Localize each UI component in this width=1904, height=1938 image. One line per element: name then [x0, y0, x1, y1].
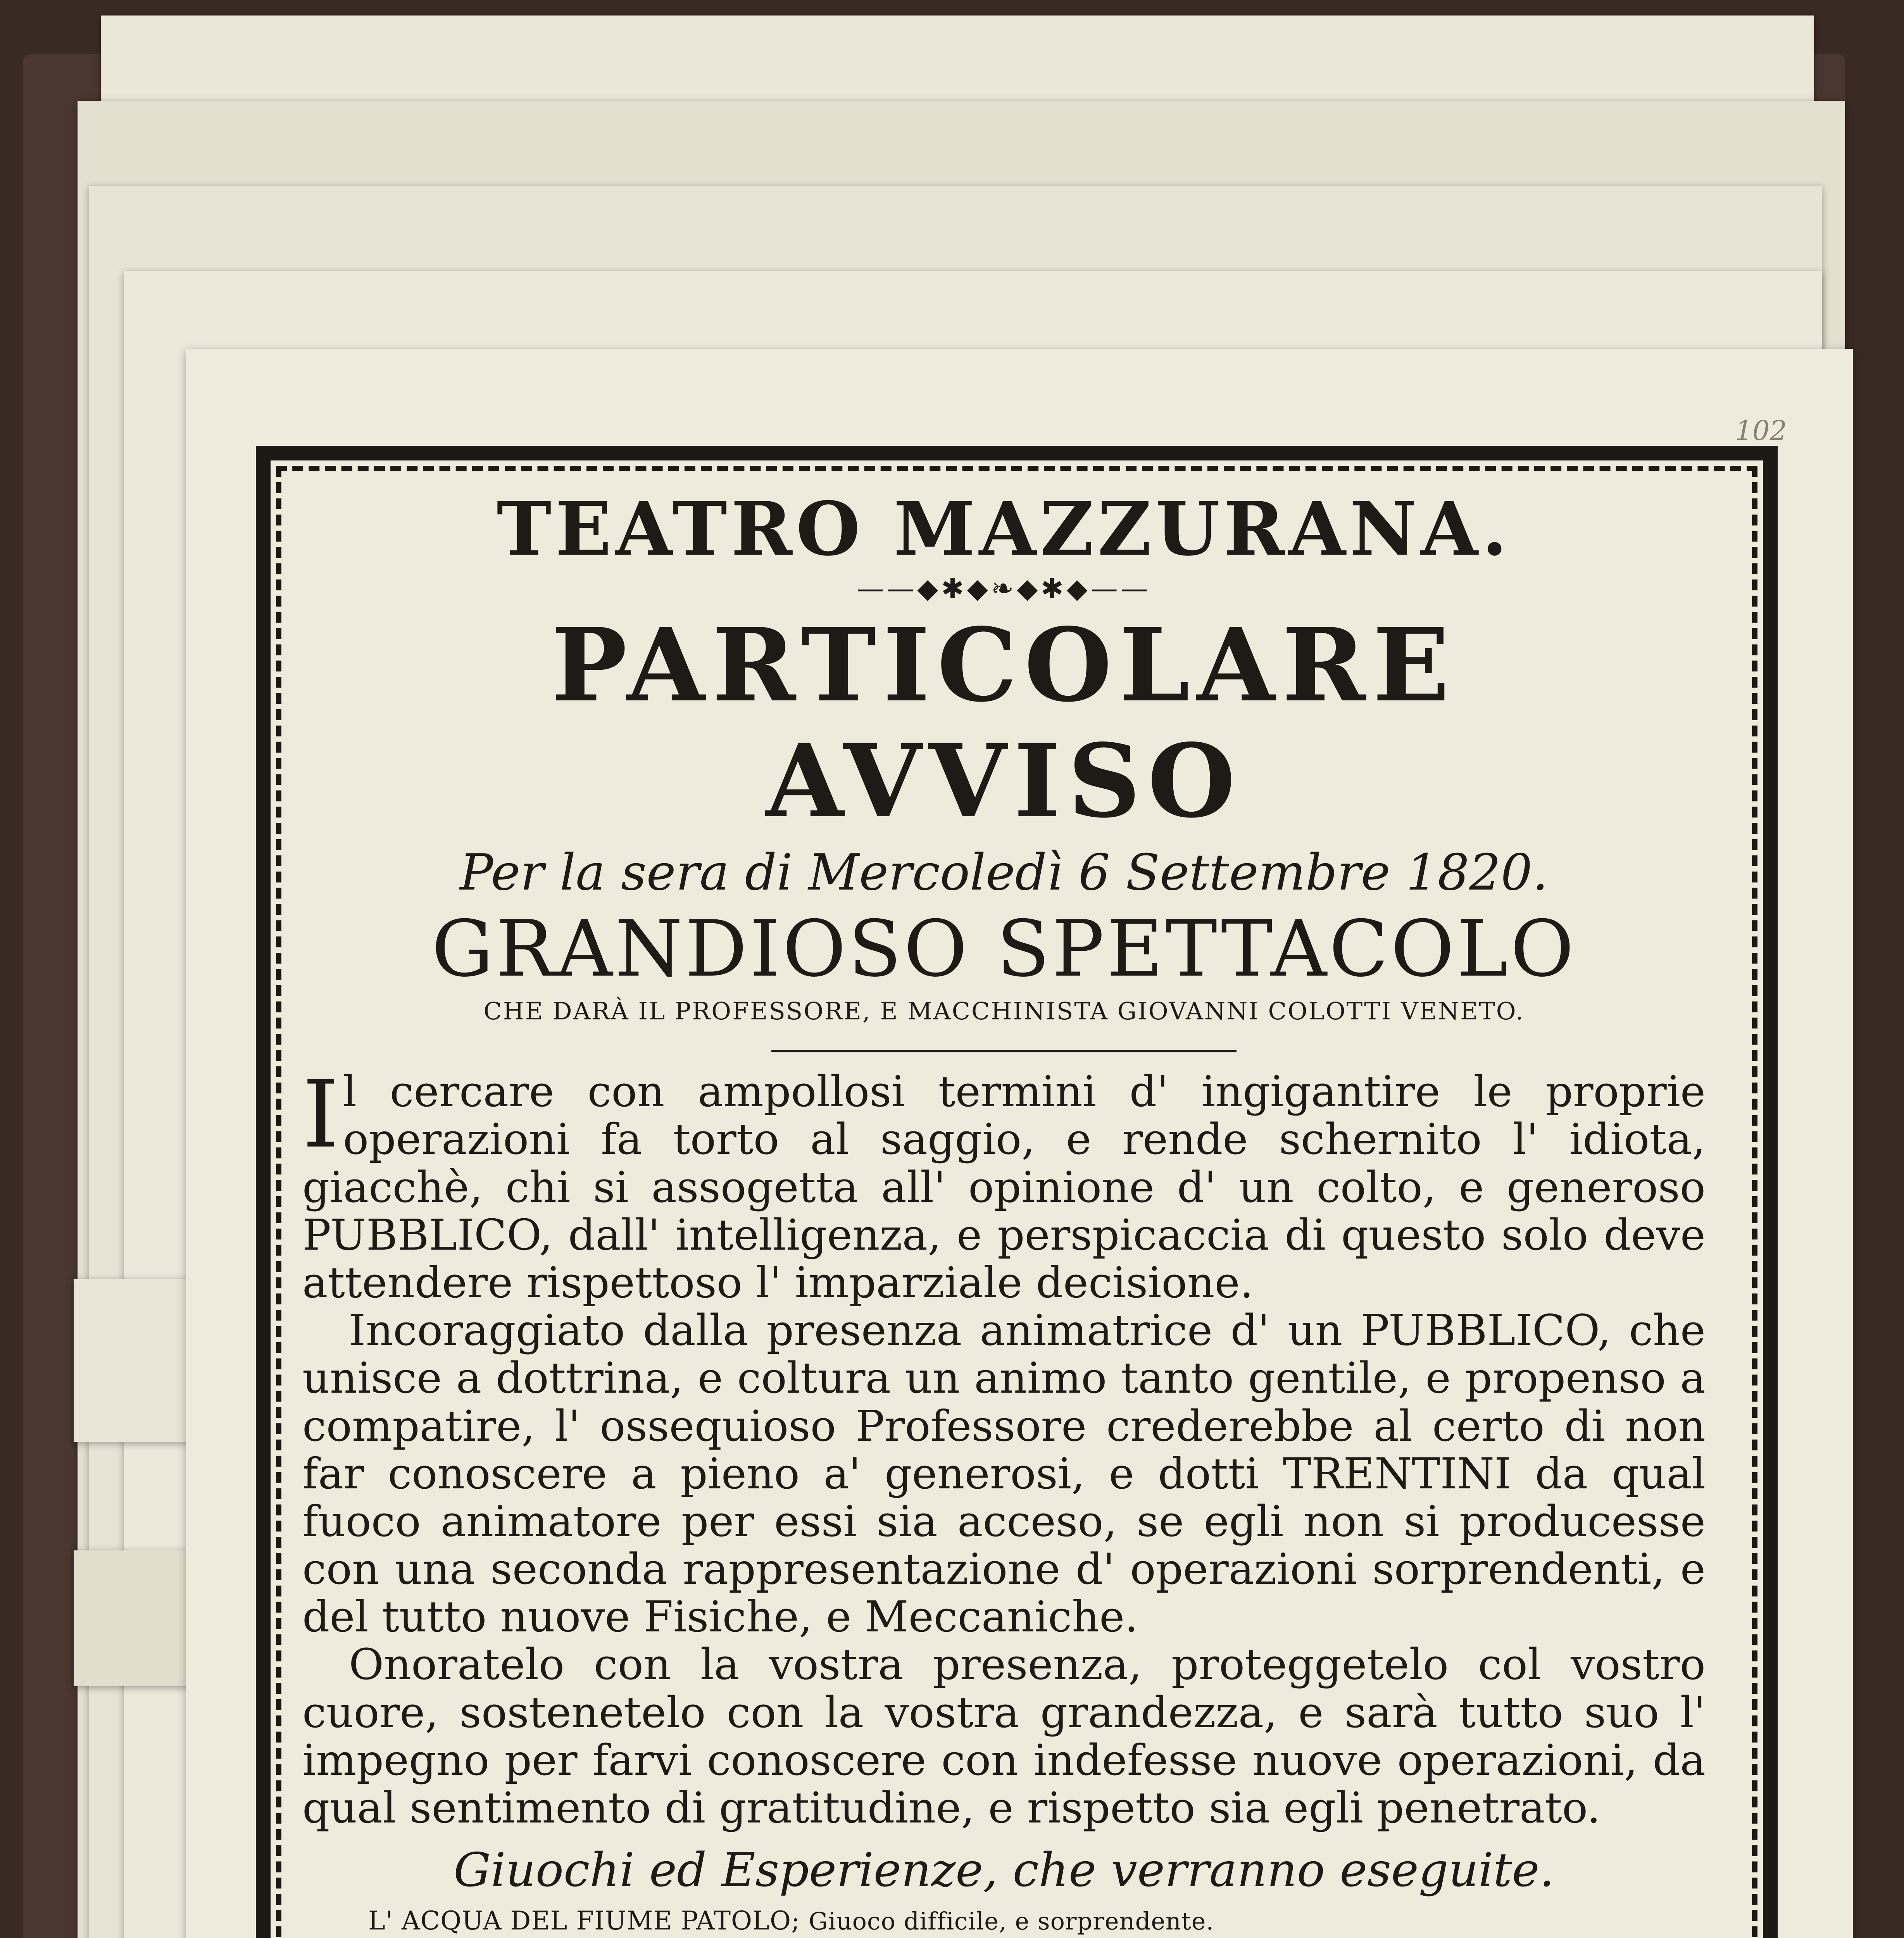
paragraph-1 — [302, 1060, 1706, 1307]
list-item — [368, 1905, 1706, 1937]
professor-line: CHE DARÀ IL PROFESSORE, E MACCHINISTA GIOVANNI COLOTTI VENETO. — [483, 997, 1525, 1025]
body-text — [302, 1060, 1706, 1833]
game-note: Giuoco difficile, e sorprendente. — [809, 1907, 1214, 1936]
paragraph-2: Incoraggiato dalla presenza animatrice d' un PUBBLICO, che unisce a dottrina, e coltura un animo tanto gentile, e propenso a compatire, l' ossequioso Professore crederebbe al certo di non far conoscere a pieno a' generosi, e dotti TRENTINI da qual fuoco animatore per essi sia acceso, se egli non si producesse con una seconda rappresentazione d' operazioni sorprendenti, e del tutto nuove Fisiche, e Meccaniche. — [302, 1305, 1706, 1642]
paragraph-3: Onoratelo con la vostra presenza, proteggetelo col vostro cuore, sostenetelo con la vostra grandezza, e sarà tutto suo l' impegno per farvi conoscere con indefesse nuove operazioni, da qual sentimento di gratitudine, e rispetto sia egli penetrato. — [302, 1640, 1706, 1833]
show-title: GRANDIOSO SPETTACOLO — [431, 903, 1576, 994]
game-name: L' ACQUA DEL FIUME PATOLO; — [368, 1906, 800, 1936]
page-number: 102 — [1735, 415, 1787, 447]
games-title: Giuochi ed Esperienze, che verranno eseguite. — [454, 1843, 1554, 1898]
ornament-divider: ——◆✱◆❧◆✱◆—— — [857, 572, 1151, 604]
poster-content — [302, 488, 1706, 1938]
divider-rule — [771, 1050, 1237, 1052]
theatre-name: TEATRO MAZZURANA. — [497, 486, 1511, 572]
event-date: Per la sera di Mercoledì 6 Settembre 1820. — [460, 844, 1548, 902]
poster-sheet — [186, 349, 1853, 1938]
paragraph-1-text: l cercare con ampollosi termini d' ingigantire le proprie operazioni fa torto al saggio, e rende schernito l' idiota, giacchè, chi si assogetta all' opinione d' un colto, e generoso PUBBLICO, dall' intelligenza, e perspicaccia di questo solo deve attendere rispettoso l' imparziale decisione. — [302, 1067, 1706, 1307]
games-list — [368, 1905, 1706, 1938]
drop-cap: I — [302, 1060, 339, 1169]
notice-title: PARTICOLARE AVVISO — [551, 606, 1457, 840]
